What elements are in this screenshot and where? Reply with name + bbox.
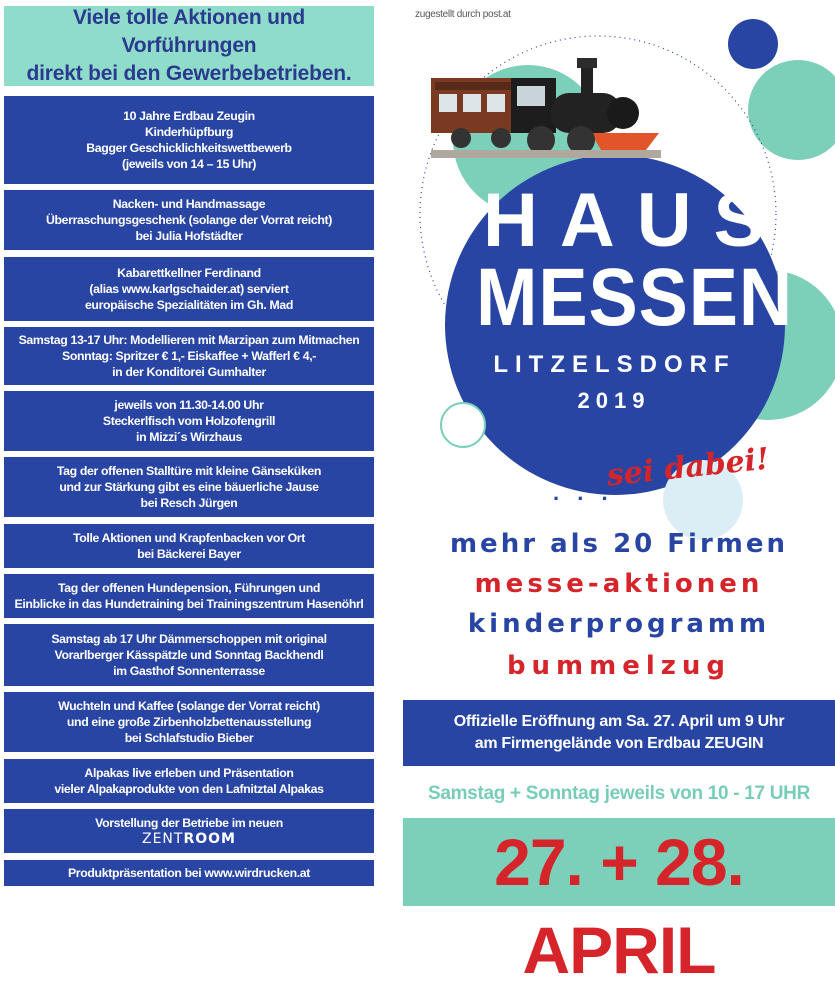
- event-line: Überraschungsgeschenk (solange der Vorrat reicht): [45, 213, 333, 227]
- wheel: [527, 126, 555, 154]
- small-blue-dot: [728, 19, 778, 69]
- zentroom-room: ROOM: [183, 831, 236, 847]
- event-line: bei Schlafstudio Bieber: [124, 731, 254, 745]
- title-place: LITZELSDORF: [493, 351, 736, 378]
- headline-line: Viele tolle Aktionen und Vorführungen: [72, 6, 306, 57]
- event-line: Kinderhüpfburg: [145, 125, 233, 139]
- event-line: Vorstellung der Betriebe im neuen: [95, 816, 283, 830]
- event-line: in der Konditorei Gumhalter: [112, 365, 266, 379]
- headline-line: direkt bei den Gewerbebetrieben.: [26, 62, 352, 85]
- event-box-baeckerei: [4, 524, 374, 568]
- event-line: Bagger Geschicklichkeitswettbewerb: [86, 141, 292, 155]
- event-line: und eine große Zirbenholzbettenausstellung: [66, 715, 312, 729]
- event-line: Kabarettkellner Ferdinand: [117, 266, 261, 280]
- event-line: Wuchteln und Kaffee (solange der Vorrat reicht): [58, 699, 320, 713]
- event-line: (alias www.karlgschaider.at) serviert: [89, 282, 289, 296]
- event-line: Sonntag: Spritzer € 1,- Eiskaffee + Wafferl € 4,-: [61, 349, 317, 363]
- wheel: [491, 128, 511, 148]
- locomotive-front: [607, 97, 639, 129]
- wagon-window: [487, 94, 505, 112]
- event-line: Vorarlberger Kässpätzle und Sonntag Backhendl: [54, 648, 324, 662]
- event-line: bei Julia Hofstädter: [135, 229, 243, 243]
- event-line: vieler Alpakaprodukte von den Lafnitztal Alpakas: [54, 782, 324, 796]
- feature-kinderprogramm: kinderprogramm: [467, 609, 771, 639]
- event-line: Nacken- und Handmassage: [112, 197, 266, 211]
- event-line: 10 Jahre Erdbau Zeugin: [123, 109, 255, 123]
- headline-banner: [4, 6, 374, 86]
- event-box-hundepension: [4, 574, 374, 618]
- event-box-kabarett: [4, 257, 374, 321]
- title-messen: MESSEN: [476, 252, 794, 343]
- event-box-sonnenterrasse: [4, 624, 374, 686]
- zentroom-zent: ZENT: [142, 831, 184, 847]
- event-line: europäische Spezialitäten im Gh. Mad: [84, 298, 294, 312]
- bummelzug-train-image: [431, 38, 661, 168]
- event-line: Steckerlfisch vom Holzofengrill: [102, 414, 276, 428]
- chimney-top: [577, 58, 597, 68]
- wheel: [451, 128, 471, 148]
- event-line: Tolle Aktionen und Krapfenbacken vor Ort: [73, 531, 305, 545]
- event-line: Samstag ab 17 Uhr Dämmerschoppen mit original: [51, 632, 327, 646]
- wagon-window: [463, 94, 481, 112]
- event-box-wirzhaus: [4, 391, 374, 451]
- event-line: bei Resch Jürgen: [140, 496, 238, 510]
- mint-circle-right: [748, 60, 835, 160]
- wagon-window: [439, 94, 457, 112]
- event-line: Samstag 13-17 Uhr: Modellieren mit Marzipan zum Mitmachen: [18, 333, 360, 347]
- feature-bummelzug: bummelzug: [506, 651, 732, 681]
- event-line: Produktpräsentation bei www.wirdrucken.at: [67, 866, 311, 880]
- right-panel: [403, 0, 835, 987]
- opening-line: am Firmengelände von Erdbau ZEUGIN: [474, 735, 764, 752]
- zentroom-logo: [4, 831, 374, 847]
- event-box-konditorei: [4, 327, 374, 385]
- event-box-alpakas: [4, 759, 374, 803]
- opening-banner: [403, 700, 835, 766]
- wagon-roof: [435, 82, 522, 90]
- event-line: im Gasthof Sonnenterrasse: [113, 664, 265, 678]
- title-haus: HAUS: [483, 178, 787, 263]
- cab-window: [517, 86, 545, 106]
- event-line: (jeweils von 14 – 15 Uhr): [121, 157, 257, 171]
- wheel: [567, 126, 595, 154]
- slogan-dots: . . .: [553, 480, 614, 505]
- event-box-erdbau: [4, 96, 374, 184]
- opening-times: Samstag + Sonntag jeweils von 10 - 17 UHR: [427, 783, 811, 804]
- event-line: bei Bäckerei Bayer: [137, 547, 241, 561]
- left-panel: [0, 0, 374, 906]
- event-box-stalltuere: [4, 457, 374, 517]
- event-box-zentroom: [4, 809, 374, 853]
- feature-messe-aktionen: messe-aktionen: [474, 569, 764, 599]
- event-date-banner: 27. + 28. APRIL: [403, 818, 835, 906]
- event-line: Alpakas live erleben und Präsentation: [84, 766, 294, 780]
- event-box-wirdrucken: [4, 860, 374, 886]
- opening-line: Offizielle Eröffnung am Sa. 27. April um 9 Uhr: [453, 713, 785, 730]
- event-line: Tag der offenen Stalltüre mit kleine Gänseküken: [56, 464, 322, 478]
- event-line: Tag der offenen Hundepension, Führungen und: [57, 581, 321, 595]
- slogan-sei-dabei: sei dabei!: [605, 441, 771, 494]
- event-box-massage: [4, 190, 374, 250]
- event-line: in Mizzi´s Wirzhaus: [136, 430, 242, 444]
- event-line: und zur Stärkung gibt es eine bäuerliche Jause: [59, 480, 319, 494]
- ground: [431, 150, 661, 158]
- locomotive-cowcatcher: [591, 133, 659, 150]
- event-box-schlafstudio: [4, 692, 374, 752]
- postal-note: zugestellt durch post.at: [415, 9, 511, 20]
- title-year: 2019: [577, 388, 651, 413]
- event-line: jeweils von 11.30-14.00 Uhr: [114, 398, 264, 412]
- locomotive-chimney: [581, 66, 593, 96]
- haus-messen-title: [461, 178, 794, 416]
- feature-firmen: mehr als 20 Firmen: [449, 529, 789, 559]
- event-line: Einblicke in das Hundetraining bei Trainingszentrum Hasenöhrl: [14, 597, 364, 611]
